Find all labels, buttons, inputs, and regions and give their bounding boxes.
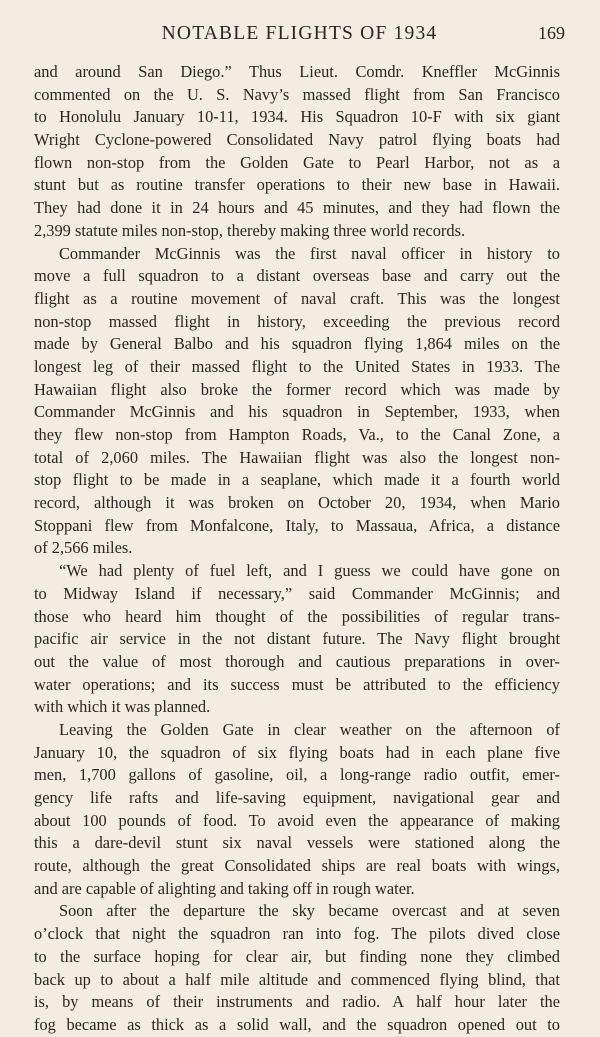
text-line: flight as a routine movement of naval craft. This was the longest	[34, 288, 560, 308]
text-line: stunt but as routine transfer operations to their new base in Hawaii.	[34, 175, 560, 195]
text-line: back up to about a half mile altitude and commenced flying blind, that	[34, 969, 560, 989]
running-title: NOTABLE FLIGHTS OF 1934	[161, 23, 438, 44]
text-line: to Honolulu January 10-11, 1934. His Squadron 10-F with six giant	[34, 107, 560, 127]
text-line: of 2,566 miles.	[34, 538, 133, 558]
text-line: pacific air service in the not distant future. The Navy flight brought	[34, 629, 560, 649]
text-line: fog became as thick as a solid wall, and the squadron opened out to	[34, 1014, 560, 1034]
text-line: stop flight to be made in a seaplane, which made it a fourth world	[34, 470, 560, 490]
text-line: made by General Balbo and his squadron flying 1,864 miles on the	[34, 334, 560, 354]
text-line: non-stop massed flight in history, exceeding the previous record	[34, 311, 560, 331]
text-line: and are capable of alighting and taking off in rough water.	[34, 878, 415, 898]
body-text	[34, 61, 560, 1037]
text-line: Wright Cyclone-powered Consolidated Navy patrol flying boats had	[34, 130, 560, 150]
text-line: and around San Diego.” Thus Lieut. Comdr. Kneffler McGinnis	[34, 62, 560, 81]
text-line: move a full squadron to a distant overseas base and carry out the	[34, 266, 560, 286]
paragraph-first-line: Commander McGinnis was the first naval officer in history to	[59, 243, 560, 263]
text-line: water operations; and its success must be attributed to the efficiency	[34, 674, 560, 694]
text-line: out the value of most thorough and cautious preparations in over-	[34, 651, 560, 671]
text-line: o’clock that night the squadron ran into fog. The pilots dived close	[34, 924, 560, 944]
paragraph-first-line: “We had plenty of fuel left, and I guess we could have gone on	[59, 561, 560, 581]
text-line: January 10, the squadron of six flying boats had in each plane five	[34, 742, 560, 762]
text-line: they flew non-stop from Hampton Roads, Va., to the Canal Zone, a	[34, 425, 560, 444]
text-line: those who heard him thought of the possibilities of regular trans-	[34, 606, 560, 626]
text-line: They had done it in 24 hours and 45 minutes, and they had flown the	[34, 198, 560, 218]
text-line: flown non-stop from the Golden Gate to Pearl Harbor, not as a	[34, 152, 560, 172]
text-line: with which it was planned.	[34, 697, 211, 717]
text-line: 2,399 statute miles non-stop, thereby making three world records.	[34, 220, 466, 240]
text-line: Stoppani flew from Monfalcone, Italy, to Massaua, Africa, a distance	[34, 515, 560, 535]
text-line: about 100 pounds of food. To avoid even the appearance of making	[34, 810, 560, 830]
text-line: this a dare-devil stunt six naval vessels were stationed along the	[34, 833, 560, 853]
page-number: 169	[538, 23, 565, 43]
paragraph-first-line: Soon after the departure the sky became overcast and at seven	[59, 901, 560, 921]
running-head	[34, 23, 565, 49]
text-line: Commander McGinnis and his squadron in September, 1933, when	[34, 402, 560, 422]
text-line: commented on the U. S. Navy’s massed flight from San Francisco	[34, 84, 560, 104]
text-line: is, by means of their instruments and radio. A half hour later the	[34, 992, 560, 1012]
text-line: to Midway Island if necessary,” said Commander McGinnis; and	[34, 583, 560, 603]
text-line: Hawaiian flight also broke the former record which was made by	[34, 379, 560, 399]
text-line: to the surface hoping for clear air, but finding none they climbed	[34, 946, 560, 966]
paragraph-first-line: Leaving the Golden Gate in clear weather on the afternoon of	[59, 719, 560, 739]
text-line: record, although it was broken on October 20, 1934, when Mario	[34, 493, 560, 513]
text-line: route, although the great Consolidated ships are real boats with wings,	[34, 856, 560, 876]
text-line: men, 1,700 gallons of gasoline, oil, a long-range radio outfit, emer-	[34, 765, 560, 785]
text-line: total of 2,060 miles. The Hawaiian flight was also the longest non-	[34, 447, 560, 467]
text-line: longest leg of their massed flight to the United States in 1933. The	[34, 356, 560, 376]
text-line: gency life rafts and life-saving equipment, navigational gear and	[34, 788, 560, 807]
